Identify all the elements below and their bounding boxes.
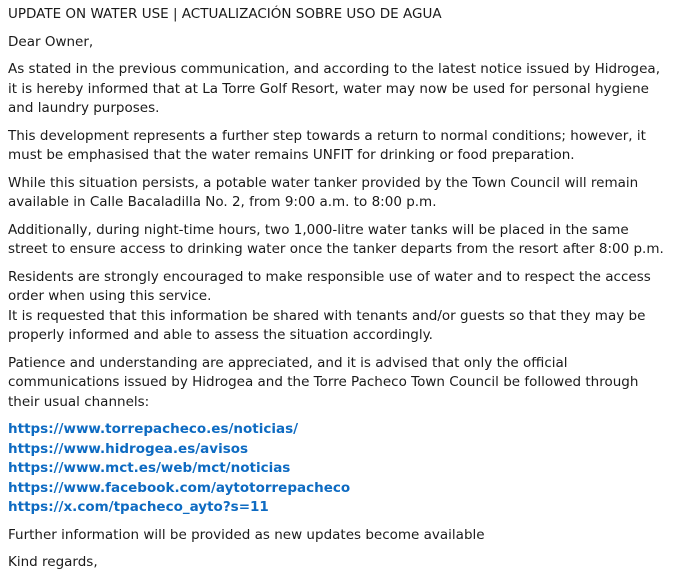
greeting: Dear Owner, [8, 33, 94, 50]
paragraph-official-channels: Patience and understanding are appreciated, and it is advised that only the official communications issued by Hidrogea and the Torre Pacheco Town Council be followed through their usual channels: [8, 354, 639, 410]
link-torrepacheco-news[interactable]: https://www.torrepacheco.es/noticias/ [8, 421, 299, 437]
paragraph-tanker: While this situation persists, a potable water tanker provided by the Town Council will remain available in Calle Bacaladilla No. 2, from 9:00 a.m. to 8:00 p.m. [8, 174, 639, 210]
further-info: Further information will be provided as new updates become available [8, 526, 485, 543]
paragraph-responsible-use: Residents are strongly encouraged to make responsible use of water and to respect the access order when using this service. [8, 268, 651, 304]
official-links-list [8, 420, 665, 518]
paragraph-hygiene: As stated in the previous communication, and according to the latest notice issued by Hidrogea, it is hereby informed that at La Torre Golf Resort, water may now be used for personal hygiene and laundry purposes. [8, 61, 660, 116]
paragraph-night-tanks: Additionally, during night-time hours, two 1,000-litre water tanks will be placed in the same street to ensure access to drinking water once the tanker departs from the resort after 8:00 p.m. [8, 221, 664, 257]
closing: Kind regards, [8, 554, 98, 570]
link-x-town-council[interactable]: https://x.com/tpacheco_ayto?s=11 [8, 499, 269, 515]
link-facebook-town-council[interactable]: https://www.facebook.com/aytotorrepacheco [8, 479, 351, 496]
link-mct-news[interactable]: https://www.mct.es/web/mct/noticias [8, 460, 291, 476]
message-title: UPDATE ON WATER USE | ACTUALIZACIÓN SOBRE USO DE AGUA [8, 6, 442, 22]
link-hidrogea-notices[interactable]: https://www.hidrogea.es/avisos [8, 440, 249, 457]
paragraph-unfit: This development represents a further step towards a return to normal conditions; however, it must be emphasised that the water remains UNFIT for drinking or food preparation. [8, 127, 646, 163]
paragraph-share-info: It is requested that this information be shared with tenants and/or guests so that they may be properly informed and able to assess the situation accordingly. [8, 307, 646, 343]
